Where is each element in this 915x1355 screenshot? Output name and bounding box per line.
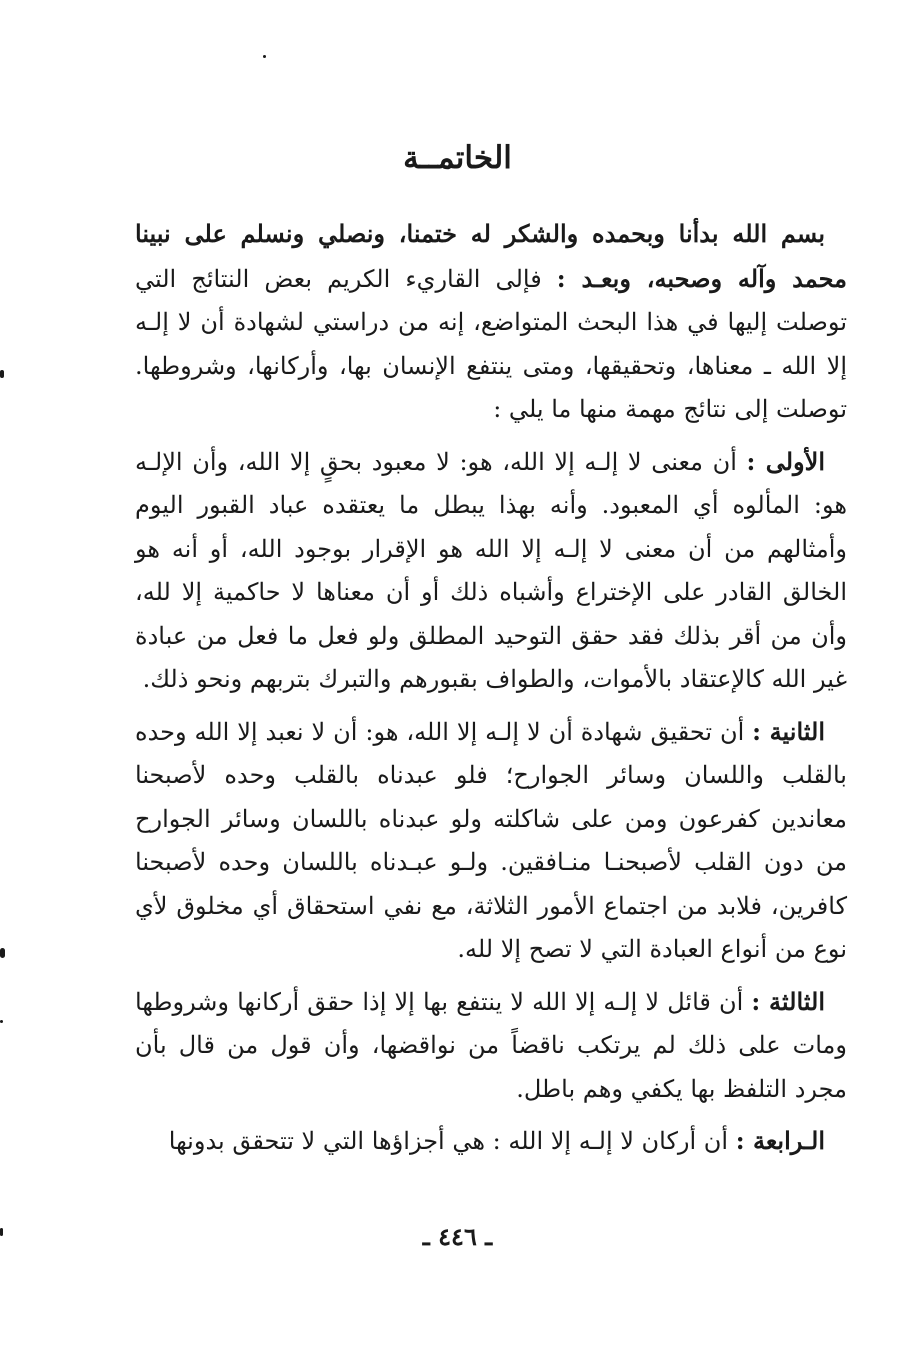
scan-speck <box>0 948 5 958</box>
point-text: أن قائل لا إلـه إلا الله لا ينتفع بها إلا إذا حقق أركانها وشروطها ومات على ذلك لم يرتكب ناقضاً من نواقضها، وأن قول من قال بأن مجرد التلفظ بها يكفي وهم باطل. <box>135 987 847 1103</box>
intro-paragraph <box>135 212 847 432</box>
scan-speck <box>263 55 266 58</box>
point-label: الثالثة : <box>751 986 826 1016</box>
point-label: الثانية : <box>752 716 825 746</box>
point-text: أن تحقيق شهادة أن لا إلـه إلا الله، هو: أن لا نعبد إلا الله وحده بالقلب واللسان وسائر الجوارح؛ فلو عبدناه بالقلب وحده لأصبحنا معاندين كفرعون ومن على شاكلته ولو عبدناه باللسان وسائر الجوارح من دون القلب لأصبحنـا منـافقين. ولـو عبـدناه باللسان وحده لأصبحنا كافرين، فلابد من اجتماع الأمور الثلاثة، مع نفي استحقاق أي مخلوق لأي نوع من أنواع العبادة التي لا تصح إلا لله. <box>135 717 847 963</box>
point-label: الـرابعة : <box>735 1126 825 1155</box>
intro-bold-text: بسم الله بدأنا وبحمده والشكر له ختمنا، ونصلي ونسلم على نبينا محمد وآله وصحبه، وبعـد : <box>135 219 847 293</box>
scan-speck <box>0 370 4 378</box>
intro-text: فإلى القاريء الكريم بعض النتائج التي توصلت إليها في هذا البحث المتواضع، إنه من دراستي لشهادة أن لا إلـه إلا الله ـ معناها، وتحقيقها، ومتى ينتفع الإنسان بها، وأركانها، وشروطها. توصلت إلى نتائج مهمة منها ما يلي : <box>135 264 847 423</box>
page-number: ـ ٤٤٦ ـ <box>422 1222 493 1251</box>
point-paragraph-2 <box>135 710 847 972</box>
page-title: الخاتمــة <box>403 140 512 176</box>
point-text: أن معنى لا إلـه إلا الله، هو: لا معبود بحقٍ إلا الله، وأن الإلـه هو: المألوه أي المعبود. وأنه بهذا يبطل ما يعتقده عباد القبور اليوم وأمثالهم من أن معنى لا إلـه إلا الله هو الإقرار بوجود الله، أو أنه هو الخالق القادر على الإختراع وأشباه ذلك أو أن معناها لا حاكمية إلا لله، وأن من أقر بذلك فقد حقق التوحيد المطلق ولو فعل ما فعل من عبادة غير الله كالإعتقاد بالأموات، والطواف بقبورهم والتبرك بتربهم ونحو ذلك. <box>135 447 847 693</box>
point-paragraph-4 <box>135 1119 847 1164</box>
scan-speck <box>0 1020 3 1023</box>
body-text <box>135 212 847 1172</box>
point-paragraph-1 <box>135 440 847 702</box>
point-text: أن أركان لا إلـه إلا الله : هي أجزاؤها التي لا تتحقق بدونها <box>168 1127 736 1155</box>
point-paragraph-3 <box>135 980 847 1112</box>
point-label: الأولى : <box>746 446 826 476</box>
